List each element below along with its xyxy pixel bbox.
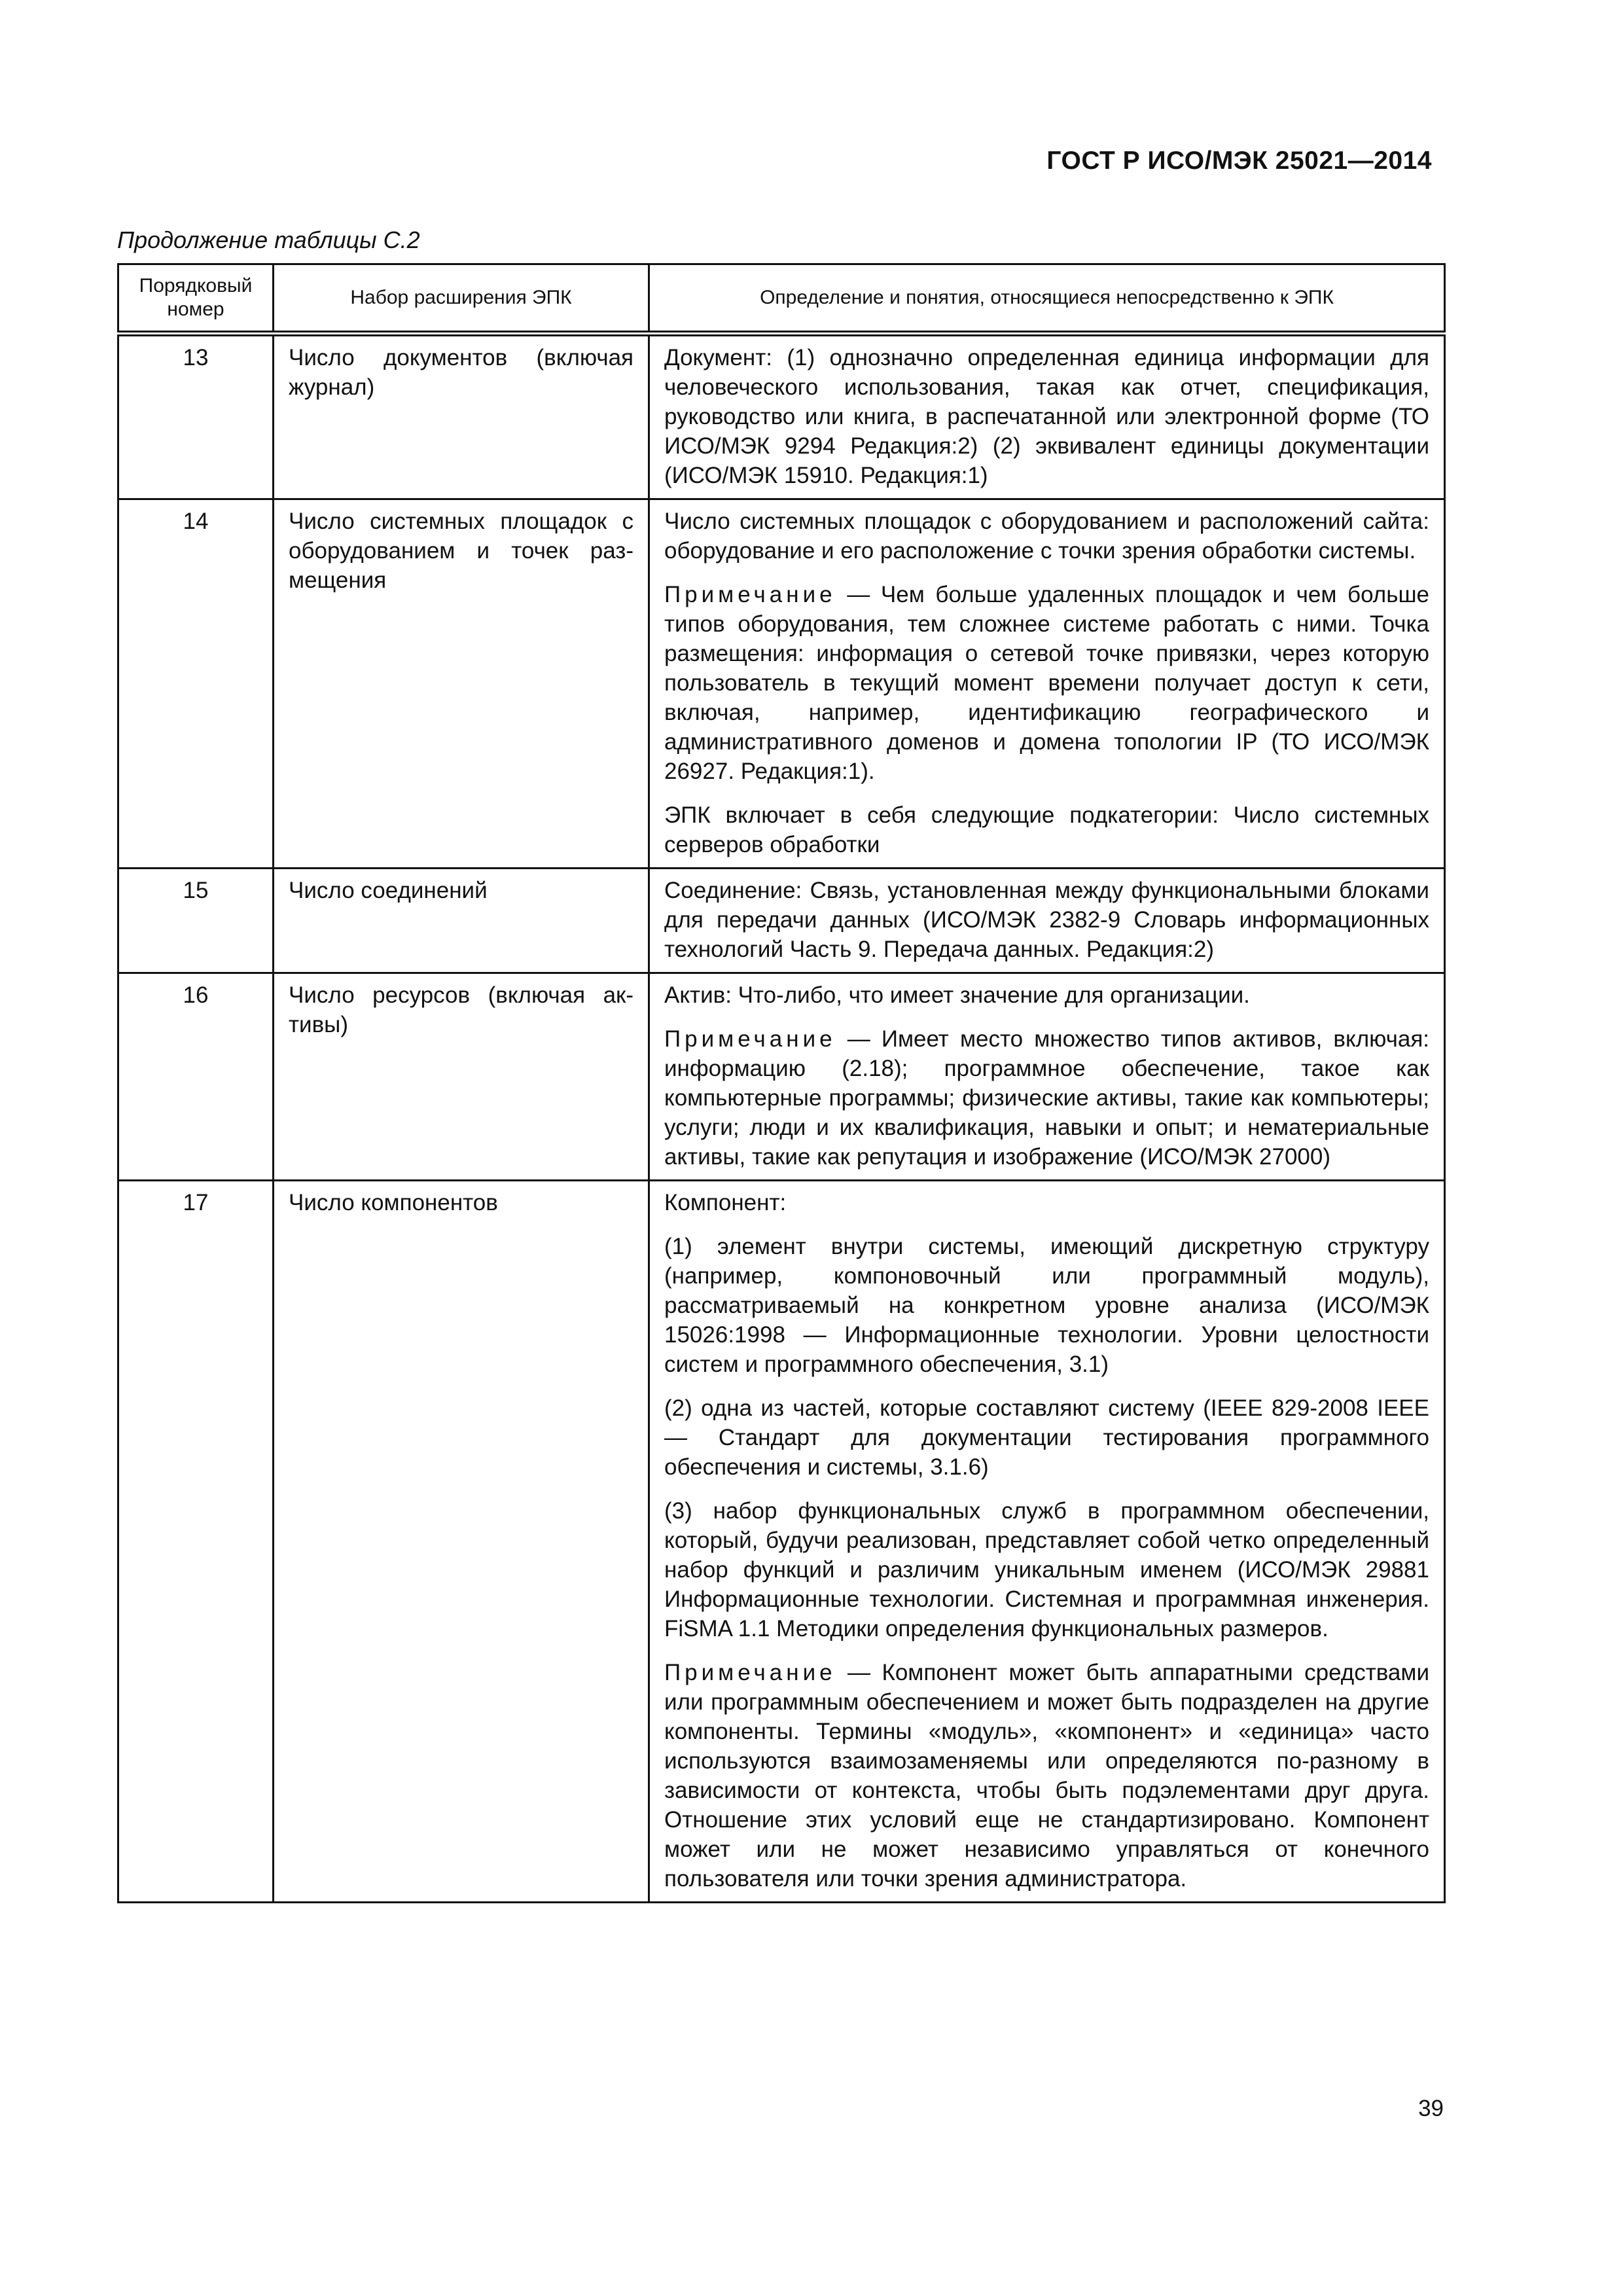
definition-paragraph <box>664 1188 1429 1217</box>
table-caption: Продолжение таблицы С.2 <box>117 226 420 253</box>
paragraph-text: Компонент: <box>664 1190 787 1215</box>
definition-cell <box>649 1181 1445 1903</box>
table-header-row <box>118 264 1445 334</box>
definition-cell <box>649 334 1445 499</box>
row-number: 13 <box>118 334 274 499</box>
extension-set-name: Число системных площадок с оборудованием и точек размещения <box>274 499 649 869</box>
paragraph-text: Соединение: Связь, установленная между функциональными блоками для передачи данных (ИСО/МЭК 2382-9 Словарь информационных технологий Часть 9. Передача данных. Редакция:2) <box>664 878 1429 962</box>
extension-set-name: Число компонентов <box>274 1181 649 1903</box>
paragraph-text: (3) набор функциональных служб в программном обеспечении, который, будучи реализован, представляет собой четко определенный набор функций и различим уникальным именем (ИСО/МЭК 29881 Информационные технологии. Системная и программная инженерия. FiSMA 1.1 Методики определения функциональных размеров. <box>664 1498 1429 1641</box>
note-paragraph <box>664 1024 1429 1172</box>
row-number: 16 <box>118 973 274 1181</box>
note-label: Примечание <box>664 582 836 607</box>
row-number: 15 <box>118 869 274 973</box>
paragraph-text: ЭПК включает в себя следующие подкатегории: Число системных серверов обработки <box>664 802 1429 857</box>
definitions-table <box>117 263 1446 1903</box>
definition-cell <box>649 973 1445 1181</box>
paragraph-text: Документ: (1) однозначно определенная единица информации для человеческого использования, такая как отчет, спецификация, руководство или книга, в распечатанной или электронной форме (ТО ИСО/МЭК 9294 Редакция:2) (2) эквивалент единицы документации (ИСО/МЭК 15910. Редакция:1) <box>664 345 1429 488</box>
note-paragraph <box>664 580 1429 786</box>
paragraph-text: — Чем больше удаленных площадок и чем больше типов оборудования, тем сложнее системе работать с ними. Точка размещения: информация о сетевой точке привязки, через которую пользователь в текущий момент времени получает доступ к сети, включая, например, идентификацию географического и административного доменов и домена топологии IP (ТО ИСО/МЭК 26927. Редакция:1). <box>664 582 1429 784</box>
table-row <box>118 869 1445 973</box>
definition-paragraph <box>664 1232 1429 1379</box>
paragraph-text: (2) одна из частей, которые составляют систему (IEEE 829-2008 IEEE — Стандарт для документации тестирования программного обеспечения и системы, 3.1.6) <box>664 1395 1429 1480</box>
definition-paragraph <box>664 507 1429 565</box>
table-row <box>118 334 1445 499</box>
extension-set-name: Число документов (включая журнал) <box>274 334 649 499</box>
column-header-number: Порядковый номер <box>118 264 274 334</box>
paragraph-text: — Имеет место множество типов активов, включая: информацию (2.18); программное обеспечение, такое как компьютерные программы; физические активы, такие как компьютеры; услуги; люди и их квалификация, навыки и опыт; и нематериальные активы, такие как репутация и изображение (ИСО/МЭК 27000) <box>664 1026 1429 1170</box>
definition-cell <box>649 869 1445 973</box>
definition-paragraph <box>664 1496 1429 1643</box>
table-row <box>118 973 1445 1181</box>
definition-cell <box>649 499 1445 869</box>
extension-set-name: Число ресурсов (включая активы) <box>274 973 649 1181</box>
note-label: Примечание <box>664 1660 836 1685</box>
extension-set-name: Число соединений <box>274 869 649 973</box>
paragraph-text: (1) элемент внутри системы, имеющий дискретную структуру (например, компоновочный или программный модуль), рассматриваемый на конкретном уровне анализа (ИСО/МЭК 15026:1998 — Информационные технологии. Уровни целостности систем и программного обеспечения, 3.1) <box>664 1234 1429 1377</box>
paragraph-text: Число системных площадок с оборудованием и расположений сайта: оборудование и его расположение с точки зрения обработки системы. <box>664 509 1429 564</box>
standard-header: ГОСТ Р ИСО/МЭК 25021—2014 <box>1046 147 1432 175</box>
row-number: 14 <box>118 499 274 869</box>
definition-paragraph <box>664 980 1429 1010</box>
note-label: Примечание <box>664 1026 836 1052</box>
page-number: 39 <box>1418 2096 1444 2121</box>
row-number: 17 <box>118 1181 274 1903</box>
paragraph-text: — Компонент может быть аппаратными средствами или программным обеспечением и может быть подразделен на другие компоненты. Термины «модуль», «компонент» и «единица» часто используются взаимозаменяемы или определяются по-разному в зависимости от контекста, чтобы быть подэлементами друг друга. Отношение этих условий еще не стандартизировано. Компонент может или не может независимо управляться от конечного пользователя или точки зрения администратора. <box>664 1660 1429 1892</box>
paragraph-text: Актив: Что-либо, что имеет значение для организации. <box>664 982 1250 1008</box>
definition-paragraph <box>664 1393 1429 1482</box>
table-row <box>118 1181 1445 1903</box>
column-header-definition: Определение и понятия, относящиеся непосредственно к ЭПК <box>649 264 1445 334</box>
column-header-extension-set: Набор расширения ЭПК <box>274 264 649 334</box>
table-row <box>118 499 1445 869</box>
definition-paragraph <box>664 800 1429 859</box>
definition-paragraph <box>664 876 1429 964</box>
note-paragraph <box>664 1658 1429 1893</box>
definition-paragraph <box>664 343 1429 490</box>
